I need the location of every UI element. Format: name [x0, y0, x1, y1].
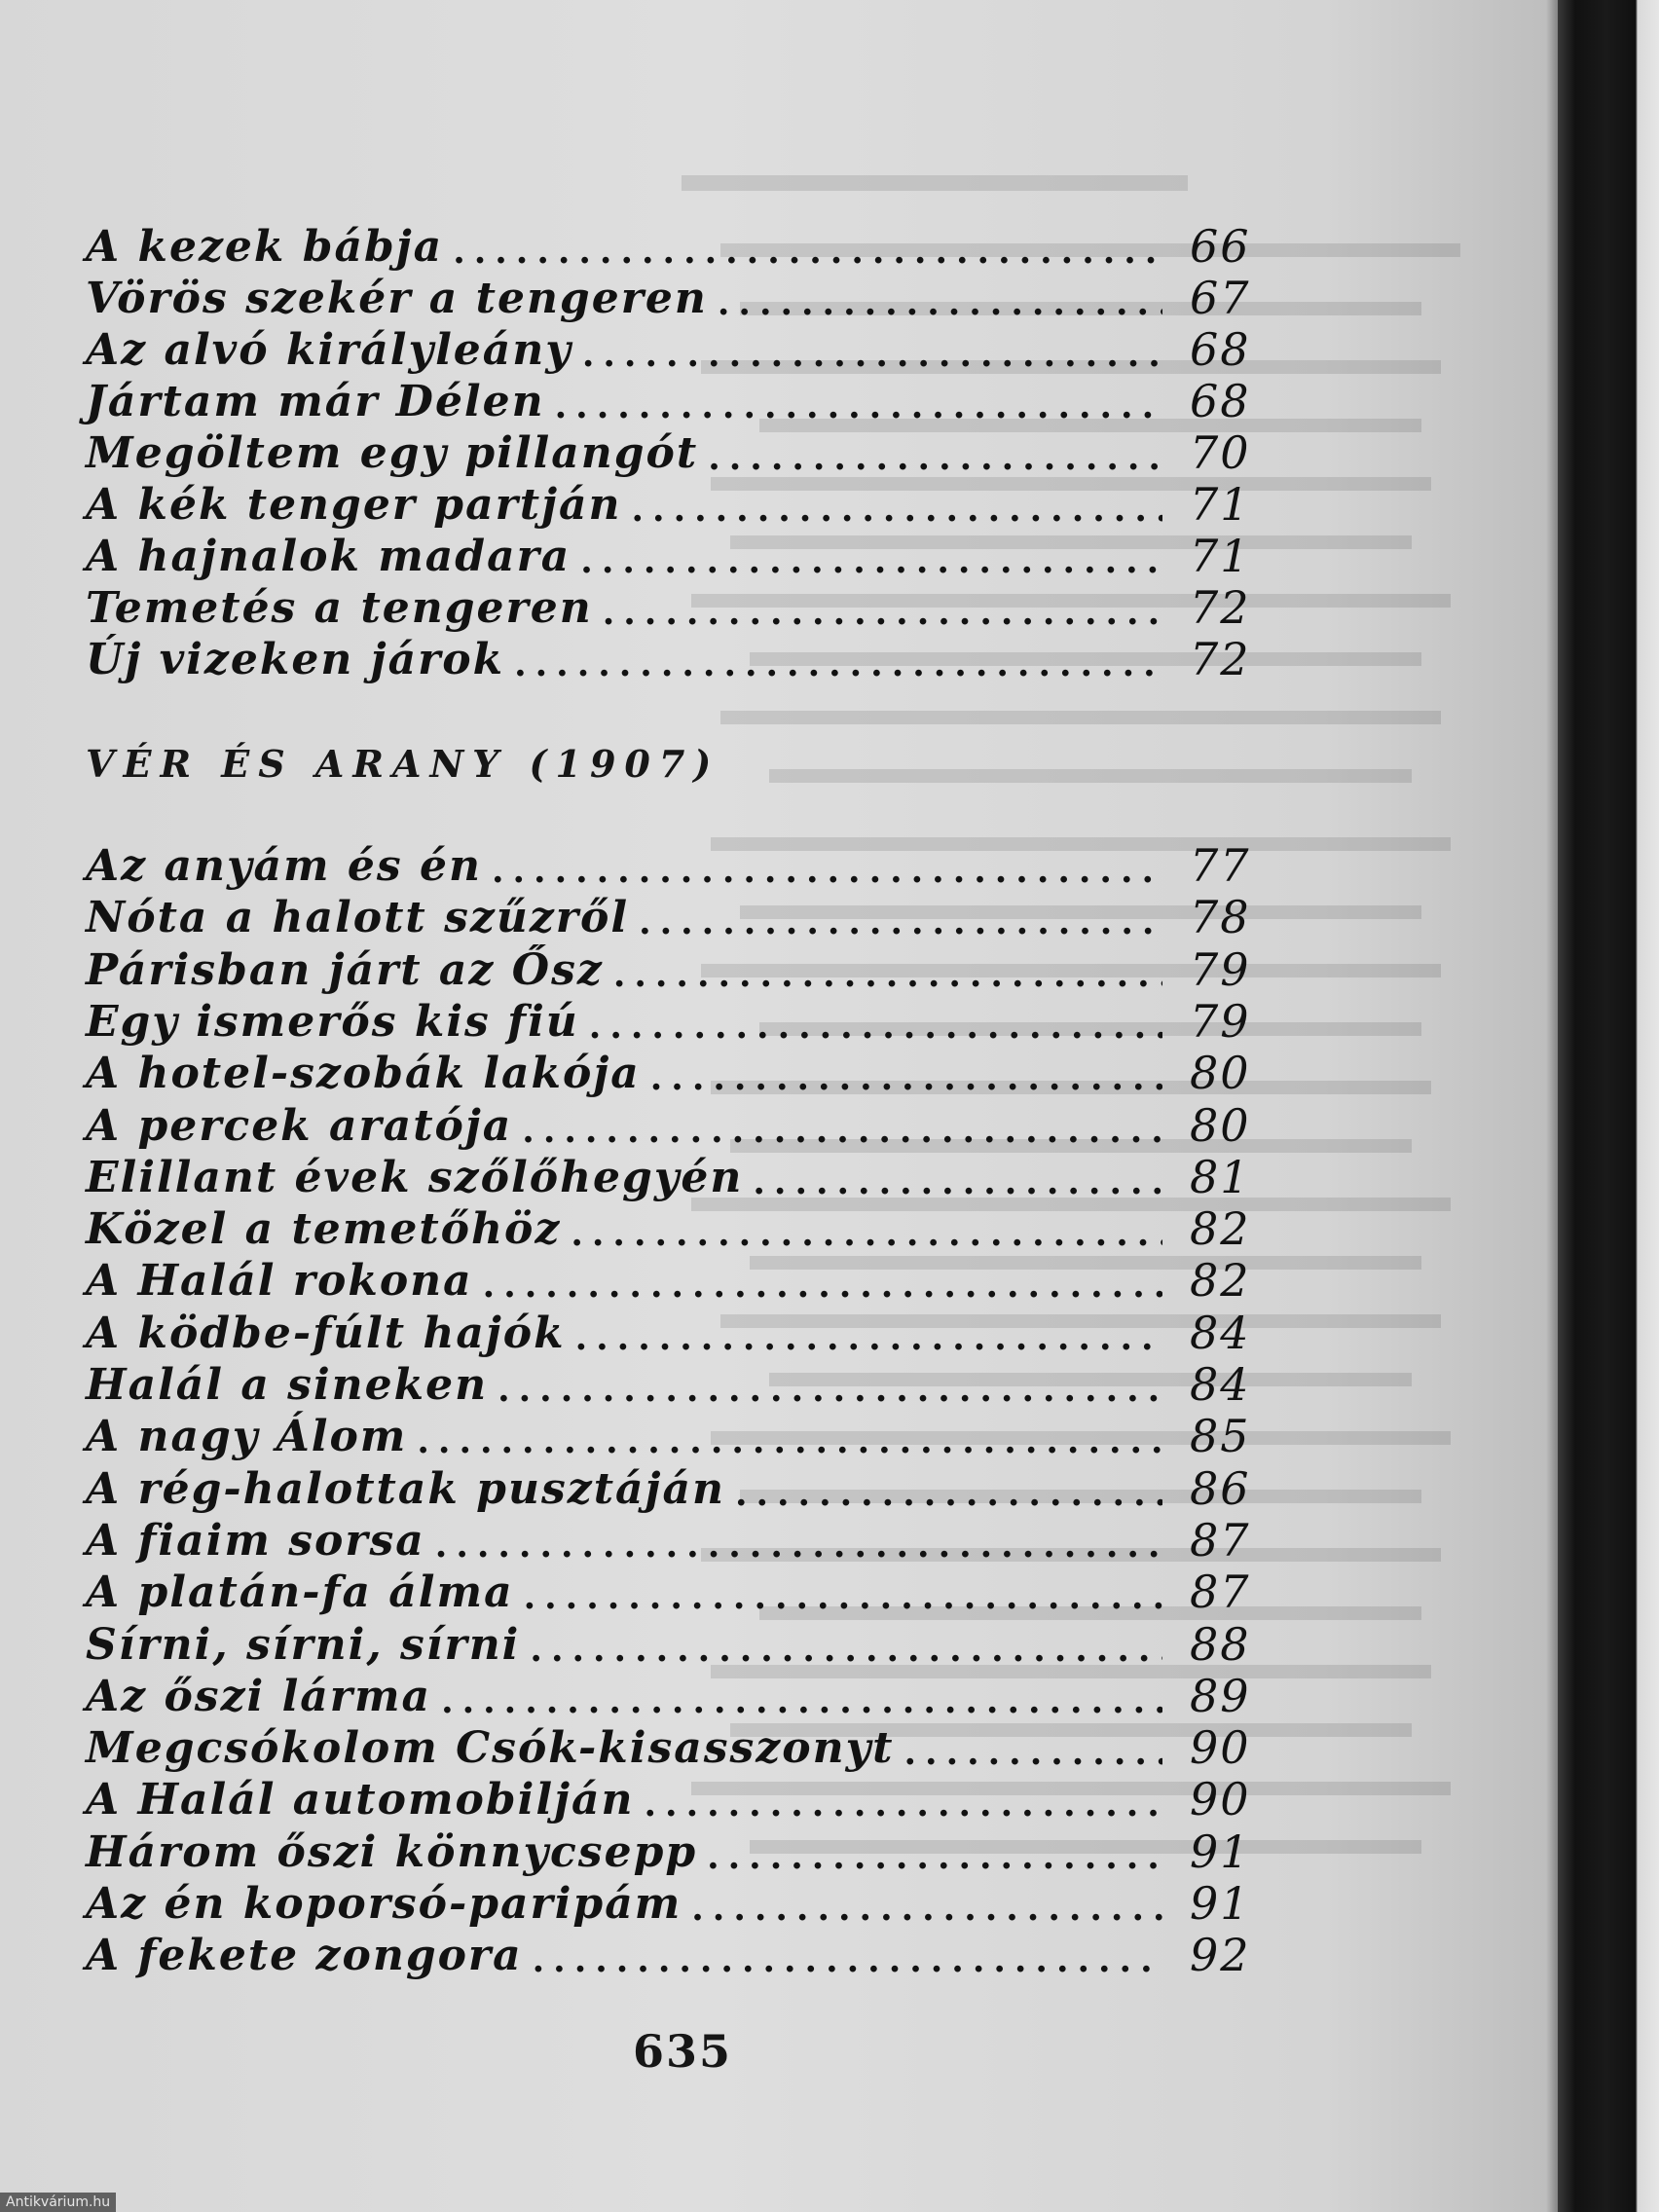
toc-entry-title: Az őszi lárma	[86, 1671, 432, 1721]
toc-entry	[86, 1198, 1251, 1256]
toc-entry	[86, 940, 1251, 996]
toc-entry-page: 86	[1190, 1461, 1251, 1515]
toc-entry-page: 71	[1190, 478, 1251, 531]
toc-entry-title: A ködbe-fúlt hajók	[86, 1308, 566, 1358]
toc-entry	[86, 319, 1251, 376]
toc-entry-page: 90	[1190, 1721, 1251, 1775]
toc-entry	[86, 371, 1251, 427]
toc-leader-dots	[580, 543, 1162, 578]
toc-entry-page: 80	[1190, 1047, 1251, 1100]
toc-entry-title: A Halál rokona	[86, 1256, 473, 1307]
toc-entry	[86, 474, 1251, 531]
toc-entry-title: Jártam már Délen	[86, 377, 545, 426]
toc-entry-page: 67	[1190, 272, 1251, 324]
toc-leader-dots	[514, 646, 1162, 682]
toc-entry	[86, 1614, 1251, 1671]
toc-entry	[86, 268, 1251, 324]
toc-entry-title: Az én koporsó-paripám	[86, 1879, 682, 1929]
toc-leader-dots	[589, 1009, 1162, 1044]
toc-entry-title: A rég-halottak pusztáján	[86, 1463, 725, 1514]
watermark: Antikvárium.hu	[0, 2193, 116, 2212]
section-heading: VÉR ÉS ARANY (1907)	[86, 742, 720, 786]
toc-leader-dots	[603, 595, 1162, 630]
toc-entry	[86, 1666, 1251, 1722]
toc-entry-title: A nagy Álom	[86, 1412, 408, 1462]
toc-entry-page: 84	[1190, 1306, 1251, 1359]
toc-entry	[86, 1562, 1251, 1619]
toc-entry-title: A Halál automobilján	[86, 1775, 635, 1825]
toc-entry-page: 79	[1190, 942, 1251, 996]
toc-entry-title: Halál a sineken	[86, 1360, 489, 1410]
toc-entry-page: 81	[1190, 1150, 1251, 1203]
toc-entry-page: 92	[1190, 1929, 1251, 1982]
toc-leader-dots	[435, 1528, 1162, 1563]
toc-leader-dots	[530, 1632, 1162, 1667]
toc-leader-dots	[707, 1839, 1162, 1874]
toc-leader-dots	[904, 1735, 1163, 1770]
toc-entry-page: 87	[1190, 1566, 1251, 1619]
toc-entry-page: 80	[1190, 1098, 1251, 1152]
toc-entry-title: Új vizeken járok	[86, 635, 505, 684]
toc-entry-page: 85	[1190, 1410, 1251, 1463]
book-spine	[1558, 0, 1659, 2212]
toc-entry	[86, 1458, 1251, 1515]
toc-leader-dots	[575, 1320, 1162, 1355]
toc-entry	[86, 1043, 1251, 1100]
toc-entry-title: A hajnalok madara	[86, 532, 571, 581]
toc-entry-page: 68	[1190, 375, 1251, 427]
toc-leader-dots	[441, 1683, 1162, 1718]
toc-entry-page: 78	[1190, 891, 1251, 944]
toc-leader-dots	[453, 234, 1162, 269]
toc-entry-page: 90	[1190, 1773, 1251, 1826]
toc-entry-title: Sírni, sírni, sírni	[86, 1619, 521, 1670]
toc-entry-page: 72	[1190, 581, 1251, 634]
toc-entry	[86, 1095, 1251, 1152]
toc-leader-dots	[582, 337, 1162, 372]
toc-entry-page: 82	[1190, 1202, 1251, 1256]
toc-leader-dots	[708, 440, 1162, 475]
toc-leader-dots	[498, 1372, 1162, 1407]
toc-entry	[86, 1354, 1251, 1411]
toc-entry-title: A fiaim sorsa	[86, 1515, 425, 1566]
toc-entry-page: 84	[1190, 1358, 1251, 1411]
toc-entry-title: Három őszi könnycsepp	[86, 1826, 698, 1877]
toc-entry	[86, 1925, 1251, 1982]
toc-entry-title: A kezek bábja	[86, 222, 444, 272]
toc-entry	[86, 1250, 1251, 1308]
toc-entry-title: Nóta a halott szűzről	[86, 893, 630, 943]
toc-entry	[86, 577, 1251, 634]
toc-entry	[86, 1769, 1251, 1826]
toc-entry-title: Az anyám és én	[86, 841, 482, 891]
toc-entry-page: 77	[1190, 839, 1251, 892]
toc-leader-dots	[632, 492, 1162, 527]
toc-leader-dots	[645, 1787, 1163, 1822]
toc-entry	[86, 1510, 1251, 1567]
toc-entry-title: Az alvó királyleány	[86, 325, 572, 375]
toc-entry	[86, 1873, 1251, 1930]
toc-entry	[86, 1147, 1251, 1203]
toc-leader-dots	[691, 1891, 1162, 1926]
toc-entry-title: A fekete zongora	[86, 1931, 523, 1981]
toc-leader-dots	[417, 1423, 1162, 1458]
toc-entry-title: A percek aratója	[86, 1100, 513, 1151]
toc-leader-dots	[533, 1942, 1162, 1977]
toc-entry-title: A platán-fa álma	[86, 1567, 514, 1618]
toc-leader-dots	[492, 853, 1162, 888]
toc-entry	[86, 216, 1251, 273]
toc-entry	[86, 1406, 1251, 1463]
toc-entry-page: 72	[1190, 633, 1251, 685]
toc-entry-page: 79	[1190, 994, 1251, 1048]
toc-entry	[86, 991, 1251, 1048]
toc-entry-title: Párisban járt az Ősz	[86, 944, 604, 995]
toc-leader-dots	[613, 957, 1162, 992]
toc-entry	[86, 1717, 1251, 1775]
toc-entry-page: 91	[1190, 1825, 1251, 1878]
toc-entry-title: Elillant évek szőlőhegyén	[86, 1152, 744, 1202]
toc-leader-dots	[735, 1476, 1162, 1511]
toc-entry-page: 88	[1190, 1617, 1251, 1671]
toc-entry-title: Megcsókolom Csók-kisasszonyt	[86, 1723, 895, 1774]
toc-leader-dots	[522, 1113, 1162, 1148]
toc-entry-title: Megöltem egy pillangót	[86, 428, 699, 478]
toc-entry-title: Vörös szekér a tengeren	[86, 274, 708, 323]
toc-entry-page: 66	[1190, 220, 1251, 273]
toc-leader-dots	[555, 388, 1162, 424]
toc-entry-title: A kék tenger partján	[86, 480, 622, 530]
toc-entry-title: Temetés a tengeren	[86, 583, 593, 633]
toc-entry	[86, 835, 1251, 892]
toc-leader-dots	[483, 1268, 1162, 1303]
toc-leader-dots	[718, 285, 1162, 320]
toc-leader-dots	[571, 1216, 1162, 1251]
toc-entry-page: 70	[1190, 426, 1251, 479]
toc-entry-page: 82	[1190, 1254, 1251, 1308]
toc-entry	[86, 1303, 1251, 1359]
toc-entry	[86, 887, 1251, 944]
toc-entry-page: 91	[1190, 1877, 1251, 1930]
toc-leader-dots	[650, 1060, 1162, 1095]
toc-entry-page: 68	[1190, 323, 1251, 376]
toc-entry-title: Egy ismerős kis fiú	[86, 996, 579, 1047]
toc-leader-dots	[753, 1164, 1162, 1199]
toc-entry	[86, 1822, 1251, 1878]
toc-entry	[86, 423, 1251, 479]
toc-leader-dots	[524, 1579, 1162, 1614]
toc-entry	[86, 629, 1251, 685]
toc-entry-page: 71	[1190, 530, 1251, 582]
toc-entry-page: 89	[1190, 1669, 1251, 1722]
page-number: 635	[633, 2025, 733, 2078]
toc-leader-dots	[639, 904, 1162, 940]
toc-entry-title: Közel a temetőhöz	[86, 1204, 562, 1255]
toc-entry	[86, 526, 1251, 582]
toc-entry-page: 87	[1190, 1513, 1251, 1567]
toc-entry-title: A hotel-szobák lakója	[86, 1049, 641, 1099]
